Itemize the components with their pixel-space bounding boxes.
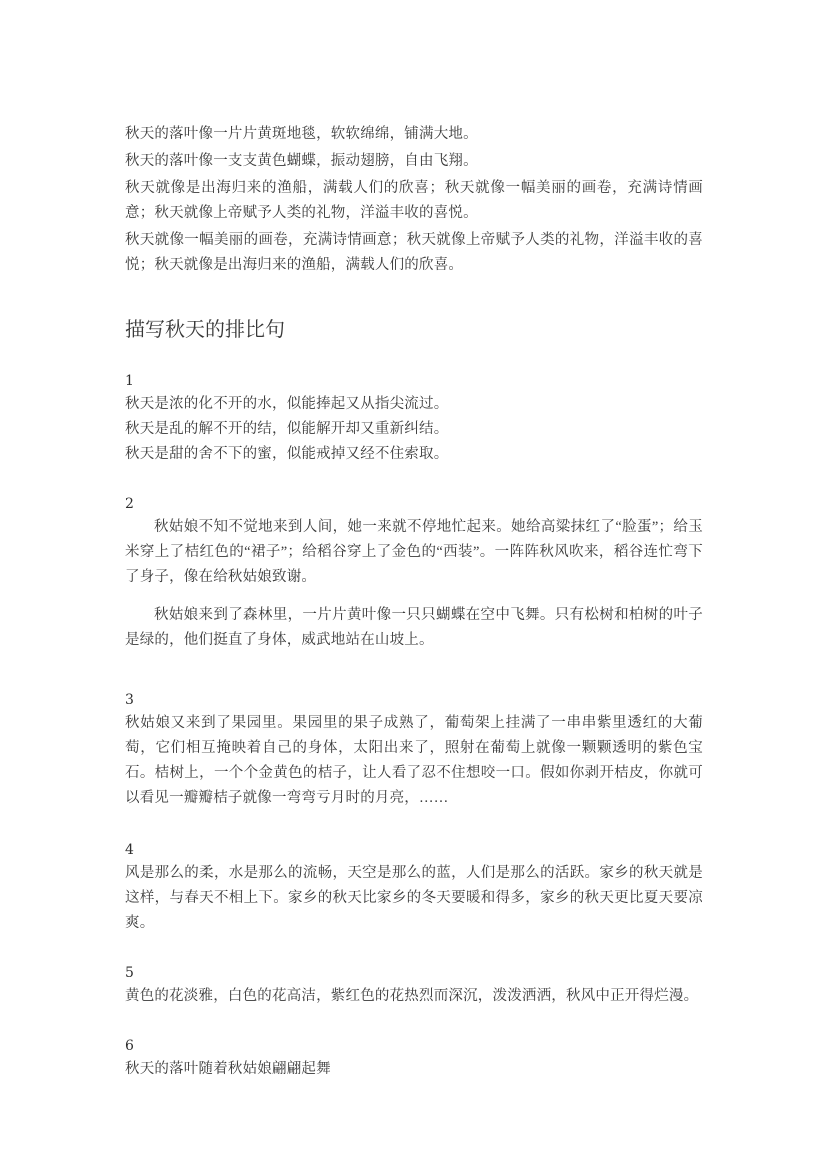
section-number: 5 xyxy=(125,965,135,981)
section-2 xyxy=(125,493,703,653)
section-3 xyxy=(125,689,703,811)
section-paragraph: 秋天是浓的化不开的水，似能捧起又从指尖流过。 xyxy=(125,396,449,412)
intro-paragraphs xyxy=(125,122,703,278)
section-number: 1 xyxy=(125,373,135,389)
section-5 xyxy=(125,962,703,1009)
section-paragraph: 秋姑娘又来到了果园里。果园里的果子成熟了，葡萄架上挂满了一串串紫里透红的大葡萄，它们相互掩映着自己的身体，太阳出来了，照射在葡萄上就像一颗颗透明的紫色宝石。桔树上，一个个金黄色的桔子，让人看了忍不住想咬一口。假如你剥开桔皮，你就可以看见一瓣瓣桔子就像一弯弯亏月时的月亮，…… xyxy=(125,715,703,806)
section-paragraph: 秋天是乱的解不开的结，似能解开却又重新纠结。 xyxy=(125,421,449,437)
section-paragraph: 秋天是甜的舍不下的蜜，似能戒掉又经不住索取。 xyxy=(125,446,449,462)
section-paragraph: 秋天的落叶随着秋姑娘翩翩起舞 xyxy=(125,1061,331,1077)
section-number: 4 xyxy=(125,842,135,858)
intro-line: 秋天就像一幅美丽的画卷，充满诗情画意；秋天就像上帝赋予人类的礼物，洋溢丰收的喜悦；秋天就像是出海归来的渔船，满载人们的欣喜。 xyxy=(125,232,703,273)
section-4 xyxy=(125,839,703,936)
section-paragraph: 秋姑娘来到了森林里，一片片黄叶像一只只蝴蝶在空中飞舞。只有松树和柏树的叶子是绿的，他们挺直了身体，威武地站在山坡上。 xyxy=(125,607,703,648)
section-number: 2 xyxy=(125,496,135,512)
section-number: 6 xyxy=(125,1038,135,1054)
section-paragraph: 秋姑娘不知不觉地来到人间，她一来就不停地忙起来。她给高粱抹红了“脸蛋”；给玉米穿上了桔红色的“裙子”；给稻谷穿上了金色的“西装”。一阵阵秋风吹来，稻谷连忙弯下了身子，像在给秋姑娘致谢。 xyxy=(125,519,703,585)
section-number: 3 xyxy=(125,692,135,708)
section-paragraph: 黄色的花淡雅，白色的花高洁，紫红色的花热烈而深沉，泼泼洒洒，秋风中正开得烂漫。 xyxy=(125,988,699,1004)
section-6 xyxy=(125,1035,703,1082)
intro-line: 秋天的落叶像一片片黄斑地毯，软软绵绵，铺满大地。 xyxy=(125,126,478,142)
intro-line: 秋天的落叶像一支支黄色蝴蝶，振动翅膀，自由飞翔。 xyxy=(125,153,478,169)
section-paragraph: 风是那么的柔，水是那么的流畅，天空是那么的蓝，人们是那么的活跃。家乡的秋天就是这样，与春天不相上下。家乡的秋天比家乡的冬天要暖和得多，家乡的秋天更比夏天要凉爽。 xyxy=(125,865,703,931)
intro-line: 秋天就像是出海归来的渔船，满载人们的欣喜；秋天就像一幅美丽的画卷，充满诗情画意；秋天就像上帝赋予人类的礼物，洋溢丰收的喜悦。 xyxy=(125,180,703,221)
text-content-area xyxy=(125,122,703,1082)
page-title: 描写秋天的排比句 xyxy=(125,319,285,341)
section-1 xyxy=(125,370,703,467)
